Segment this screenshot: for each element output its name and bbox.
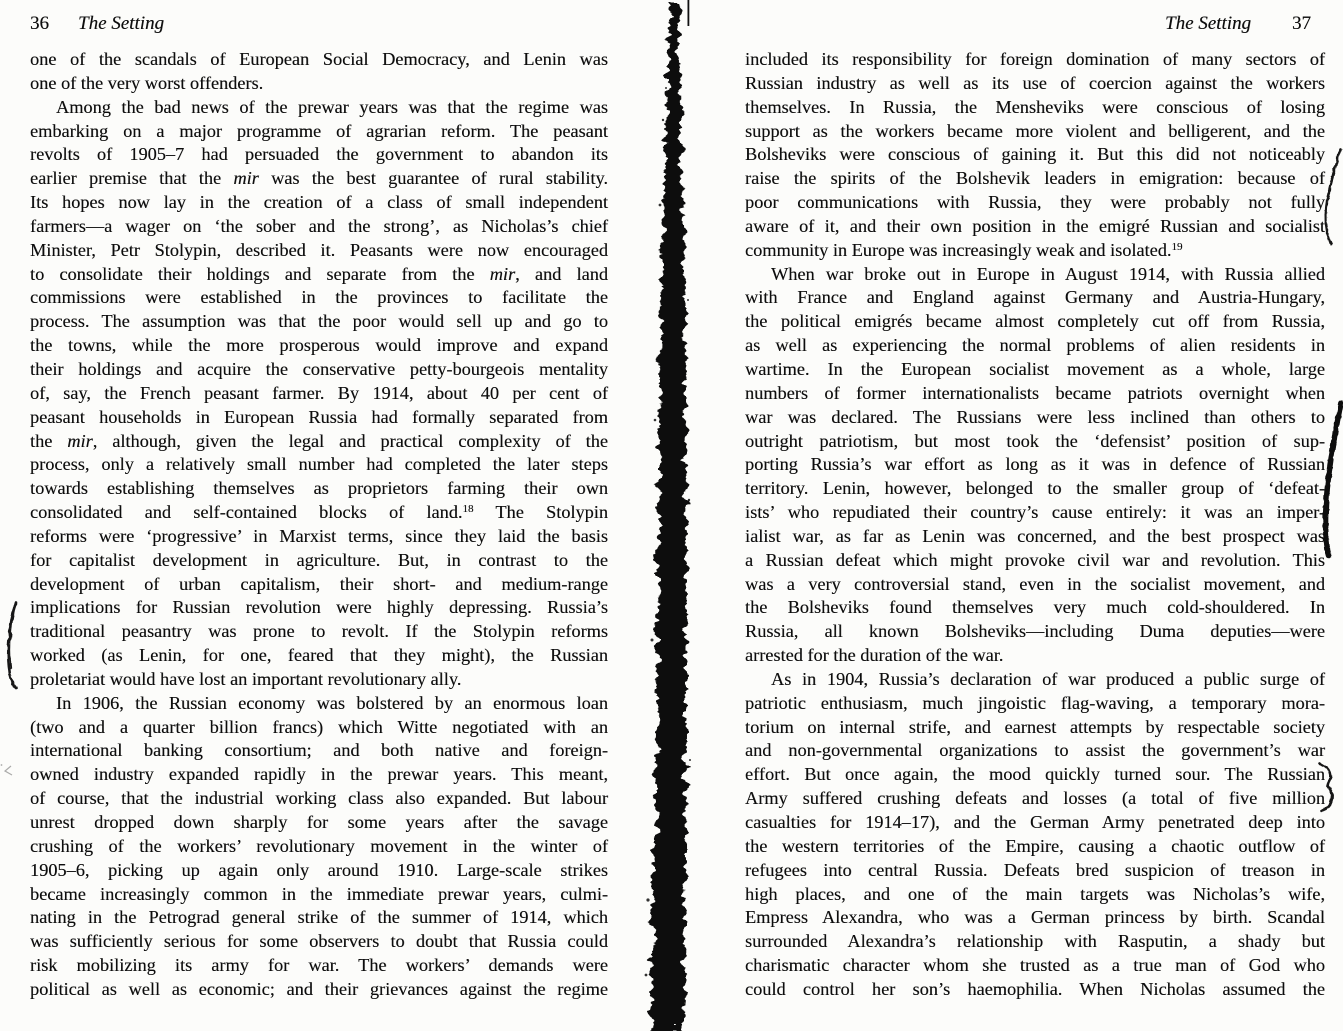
text-line: international banking consortium; and both native and foreign- <box>30 740 608 761</box>
right-running-head-text: The Setting <box>1165 13 1252 34</box>
text-line: 1905–6, picking up again only around 1910. Large-scale strikes <box>30 859 608 880</box>
text-line: was sufficiently serious for some observers to doubt that Russia could <box>30 931 608 952</box>
text-line: As in 1904, Russia’s declaration of war produced a public surge of <box>771 668 1325 689</box>
text-line: towards establishing themselves as proprietors farming their own <box>30 478 608 499</box>
text-line: war was declared. The Russians were less inclined than others to <box>745 406 1325 427</box>
text-line: casualties for 1914–17), and the German Army penetrated deep into <box>745 812 1325 832</box>
text-line: and non-governmental organizations to assist the government’s war <box>745 740 1325 761</box>
text-line: numbers of former internationalists became patriots overnight when <box>745 382 1325 403</box>
text-line: outright patriotism, but most took the ‘defensist’ position of sup- <box>745 430 1325 451</box>
text-line: Minister, Petr Stolypin, described it. Peasants were now encouraged <box>30 239 608 260</box>
text-line: community in Europe was increasingly weak and isolated.$^{19}$ <box>745 239 1183 260</box>
text-line: (two and a quarter billion francs) which Witte negotiated with an <box>30 716 608 737</box>
text-line: embarking on a major programme of agrarian reform. The peasant <box>30 120 608 141</box>
text-line: peasant households in European Russia had formally separated from <box>30 406 608 427</box>
text-line: a Russian defeat which might provoke civil war and revolution. This <box>745 549 1325 570</box>
gutter-speckles <box>645 87 691 976</box>
text-line: process, only a relatively small number had completed the later steps <box>30 454 608 475</box>
text-line: owned industry expanded rapidly in the prewar years. This meant, <box>30 764 608 785</box>
text-line: of, say, the French peasant farmer. By 1914, about 40 per cent of <box>30 382 608 403</box>
text-line: process. The assumption was that the poor would sell up and go to <box>30 311 608 332</box>
text-line: as well as experiencing the normal problems of alien residents in <box>745 335 1325 356</box>
text-line: the towns, while the more prosperous would improve and expand <box>30 335 608 356</box>
text-line: In 1906, the Russian economy was bolstered by an enormous loan <box>56 692 608 713</box>
text-line: support as the workers became more violent and belligerent, and the <box>745 120 1325 141</box>
text-line: aware of it, and their own position in the emigré Russian and socialist <box>745 215 1325 236</box>
right-running-head <box>1292 13 1311 35</box>
left-running-head-title <box>78 13 164 35</box>
text-line: one of the very worst offenders. <box>30 72 264 93</box>
text-line: Russian industry as well as its use of coercion against the workers <box>745 72 1325 93</box>
text-line: included its responsibility for foreign domination of many sectors of <box>745 49 1325 69</box>
text-line: themselves. In Russia, the Mensheviks were conscious of losing <box>745 96 1325 117</box>
text-line: with France and England against Germany and Austria-Hungary, <box>745 287 1325 308</box>
text-line: charismatic character whom she trusted as a true man of God who <box>745 955 1325 976</box>
text-line: consolidated and self-contained blocks of land.$^{18}$ The Stolypin <box>30 502 608 523</box>
text-line: torium on internal strife, and earnest attempts by respectable society <box>745 716 1325 737</box>
text-line: traditional peasantry was prone to revolt. If the Stolypin reforms <box>30 621 608 642</box>
text-line: arrested for the duration of the war. <box>745 645 1004 666</box>
text-line: Bolsheviks were conscious of gaining it. But this did not noticeably <box>745 144 1325 165</box>
text-line: the Bolsheviks found themselves very much cold-shouldered. In <box>745 597 1325 618</box>
text-line: the political emigrés became almost completely cut off from Russia, <box>745 311 1325 332</box>
left-running-head <box>30 13 49 35</box>
text-line: to consolidate their holdings and separate from the mir, and land <box>30 263 608 284</box>
text-line: development of urban capitalism, their short- and medium-range <box>30 573 608 594</box>
text-line: proletariat would have lost an important revolutionary ally. <box>30 668 462 689</box>
text-line: patriotic enthusiasm, much jingoistic flag-waving, a temporary mora- <box>745 692 1325 713</box>
text-line: became increasingly common in the immediate prewar years, culmi- <box>30 883 608 904</box>
text-line: earlier premise that the mir was the best guarantee of rural stability. <box>30 168 608 189</box>
text-line: Empress Alexandra, who was a German princess by birth. Scandal <box>745 907 1325 928</box>
text-line: revolts of 1905–7 had persuaded the government to abandon its <box>30 144 608 165</box>
text-line: risk mobilizing its army for war. The workers’ demands were <box>30 955 608 976</box>
text-line: of course, that the industrial working class also expanded. But labour <box>30 788 608 809</box>
pen-check-left-margin-icon <box>1 764 12 775</box>
text-line: surrounded Alexandra’s relationship with Rasputin, a shady but <box>745 931 1325 952</box>
pen-stroke-right-margin-upper-icon <box>1326 150 1340 244</box>
text-line: nating in the Petrograd general strike of the summer of 1914, which <box>30 907 608 928</box>
text-line: refugees into central Russia. Defeats bred suspicion of treason in <box>745 859 1325 880</box>
text-line: Army suffered crushing defeats and losses (a total of five million <box>745 788 1325 809</box>
text-line: crushing of the workers’ revolutionary movement in the winter of <box>30 835 608 856</box>
right-page-text-column <box>745 48 1325 1002</box>
text-line: raise the spirits of the Bolshevik leaders in emigration: because of <box>745 168 1325 189</box>
left-page-text-column <box>30 48 608 1002</box>
text-line: the western territories of the Empire, causing a chaotic outflow of <box>745 835 1325 856</box>
text-line: ialist war, as far as Lenin was concerned, and the best prospect was <box>745 525 1325 546</box>
text-line: high places, and one of the main targets was Nicholas’s wife, <box>745 883 1325 904</box>
text-line: implications for Russian revolution were highly depressing. Russia’s <box>30 597 608 618</box>
book-gutter-shadow <box>645 0 691 1031</box>
text-line: When war broke out in Europe in August 1914, with Russia allied <box>771 263 1325 284</box>
text-line: for capitalist development in agriculture. But, in contrast to the <box>30 549 608 570</box>
text-line: reforms were ‘progressive’ in Marxist terms, since they laid the basis <box>30 525 608 546</box>
text-line: their holdings and acquire the conservative petty-bourgeois mentality <box>30 358 608 379</box>
pen-stroke-left-margin-icon <box>8 602 16 688</box>
text-line: the mir, although, given the legal and practical complexity of the <box>30 430 609 451</box>
left-running-head-text: The Setting <box>78 13 165 34</box>
text-line: ists’ who repudiated their country’s cause entirely: it was an imper- <box>745 502 1325 523</box>
text-line: could control her son’s haemophilia. When Nicholas assumed the <box>745 978 1325 999</box>
text-line: was a very controversial stand, even in the socialist movement, and <box>745 573 1325 594</box>
left-page-number: 36 <box>30 13 49 34</box>
text-line: wartime. In the European socialist movement as a whole, large <box>745 358 1325 379</box>
text-line: political as well as economic; and their grievances against the regime <box>30 978 608 999</box>
text-line: Among the bad news of the prewar years was that the regime was <box>56 96 608 117</box>
text-line: poor communications with Russia, they were probably not fully <box>745 192 1325 213</box>
text-line: commissions were established in the provinces to facilitate the <box>30 287 608 308</box>
right-running-head-title <box>1165 13 1251 35</box>
text-line: farmers—a wager on ‘the sober and the strong’, as Nicholas’s chief <box>30 215 608 236</box>
pen-stroke-right-margin-heavy-icon <box>1326 403 1341 556</box>
text-line: territory. Lenin, however, belonged to the smaller group of ‘defeat- <box>745 478 1325 499</box>
text-line: Russia, all known Bolsheviks—including Duma deputies—were <box>745 621 1325 642</box>
text-line: one of the scandals of European Social Democracy, and Lenin was <box>30 49 608 69</box>
right-page-number: 37 <box>1292 13 1311 34</box>
text-line: worked (as Lenin, for one, feared that they might), the Russian <box>30 645 608 666</box>
text-line: effort. But once again, the mood quickly turned sour. The Russian <box>745 764 1325 785</box>
text-line: porting Russia’s war effort as long as it was in defence of Russian <box>745 454 1325 475</box>
text-line: Its hopes now lay in the creation of a class of small independent <box>30 192 608 213</box>
text-line: unrest dropped down sharply for some years after the savage <box>30 812 608 832</box>
